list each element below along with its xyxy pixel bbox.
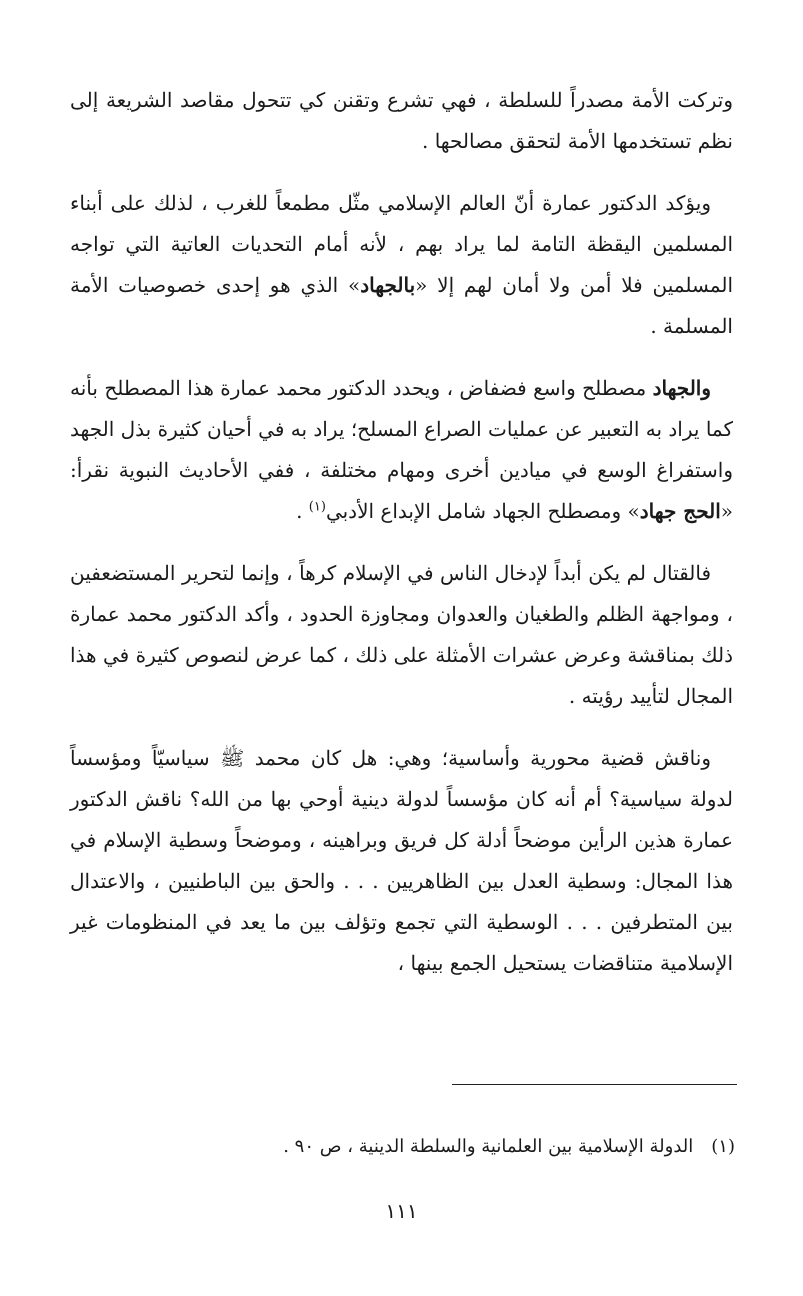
text-line: على أبناء المسلمين اليقظة التامة لما يراد بهم ، لأنه أمام التحديات العاتية bbox=[70, 191, 734, 256]
text-line: مصطلح واسع فضفاض ، ويحدد الدكتور محمد عمارة هذا bbox=[187, 376, 653, 400]
text-line: الأدبي bbox=[325, 499, 375, 523]
text-line: ومؤسساً لدولة سياسية؟ أم أنه كان مؤسساً لدولة دينية أوحي بها من الله؟ bbox=[70, 746, 733, 811]
text-line: خصوصيات الأمة المسلمة . bbox=[70, 273, 733, 338]
text-line: وسطية الإسلام في هذا المجال: وسطية العدل بين الظاهريين . . . والحق bbox=[70, 828, 733, 893]
text-line: ويؤكد الدكتور عمارة أنّ العالم الإسلامي مثّل مطمعاً للغرب ، لذلك bbox=[153, 191, 711, 215]
footnote-text: الدولة الإسلامية بين العلمانية والسلطة الدينية ، ص ٩٠ . bbox=[283, 1136, 694, 1157]
text-line: بين ما يعد في المنظومات غير الإسلامية متناقضات يستحيل الجمع بينها ، bbox=[70, 910, 733, 975]
paragraph-1 bbox=[70, 80, 733, 162]
text-line: أحيان كثيرة بذل الجهد واستفراغ الوسع في ميادين أخرى ومهام مختلفة ، bbox=[70, 417, 733, 482]
text-line: فالقتال لم يكن أبداً لإدخال الناس في الإسلام كرهاً ، وإنما لتحرير bbox=[181, 561, 712, 585]
paragraph-2 bbox=[70, 183, 733, 347]
emphasis-hajj: الحج جهاد bbox=[639, 499, 721, 523]
paragraph-5 bbox=[70, 738, 733, 984]
paragraph-3 bbox=[70, 368, 733, 532]
emphasis-jihad: بالجهاد bbox=[360, 273, 416, 297]
text-line: التي تواجه المسلمين فلا أمن ولا أمان لهم إلا « bbox=[70, 232, 734, 297]
footnote bbox=[150, 1132, 735, 1162]
text-line: ناقش الدكتور عمارة هذين الرأين موضحاً أدلة كل فريق وبراهينه ، وموضحاً bbox=[70, 787, 734, 852]
footnote-divider bbox=[452, 1084, 737, 1085]
text-line: . bbox=[296, 499, 309, 523]
text-line: ففي الأحاديث النبوية نقرأ: « bbox=[70, 458, 733, 523]
text-line: المصطلح بأنه كما يراد به التعبير عن عمليات الصراع المسلح؛ يراد به في bbox=[70, 376, 733, 441]
text-line: الدكتور محمد عمارة ذلك بمناقشة وعرض عشرات الأمثلة على ذلك ، كما bbox=[70, 602, 734, 667]
text-line: عرض لنصوص كثيرة في هذا المجال لتأييد رؤيته . bbox=[70, 643, 733, 708]
page-number: ١١١ bbox=[385, 1199, 418, 1223]
footnote-marker: (١) bbox=[711, 1136, 735, 1157]
text-line: » الذي هو إحدى bbox=[215, 273, 361, 297]
body-text bbox=[70, 80, 733, 984]
text-line: بين الباطنيين ، والاعتدال بين المتطرفين . . . الوسطية التي تجمع وتؤلف bbox=[70, 869, 733, 934]
text-line: » ومصطلح الجهاد شامل الإبداع bbox=[380, 499, 640, 523]
text-line: وتركت الأمة مصدراً للسلطة ، فهي تشرع وتقنن كي تتحول مقاصد الشريعة bbox=[105, 88, 733, 112]
text-line: إلى نظم تستخدمها الأمة لتحقق مصالحها . bbox=[70, 88, 733, 153]
text-line: المستضعفين ، ومواجهة الظلم والطغيان والعدوان ومجاوزة الحدود ، وأكد bbox=[70, 561, 734, 626]
paragraph-4 bbox=[70, 553, 733, 717]
footnote-reference: (١) bbox=[308, 499, 326, 515]
emphasis-aljihad: والجهاد bbox=[652, 376, 712, 400]
text-line: وناقش قضية محورية وأساسية؛ وهي: هل كان محمد ﷺ سياسيّاً bbox=[151, 746, 711, 770]
